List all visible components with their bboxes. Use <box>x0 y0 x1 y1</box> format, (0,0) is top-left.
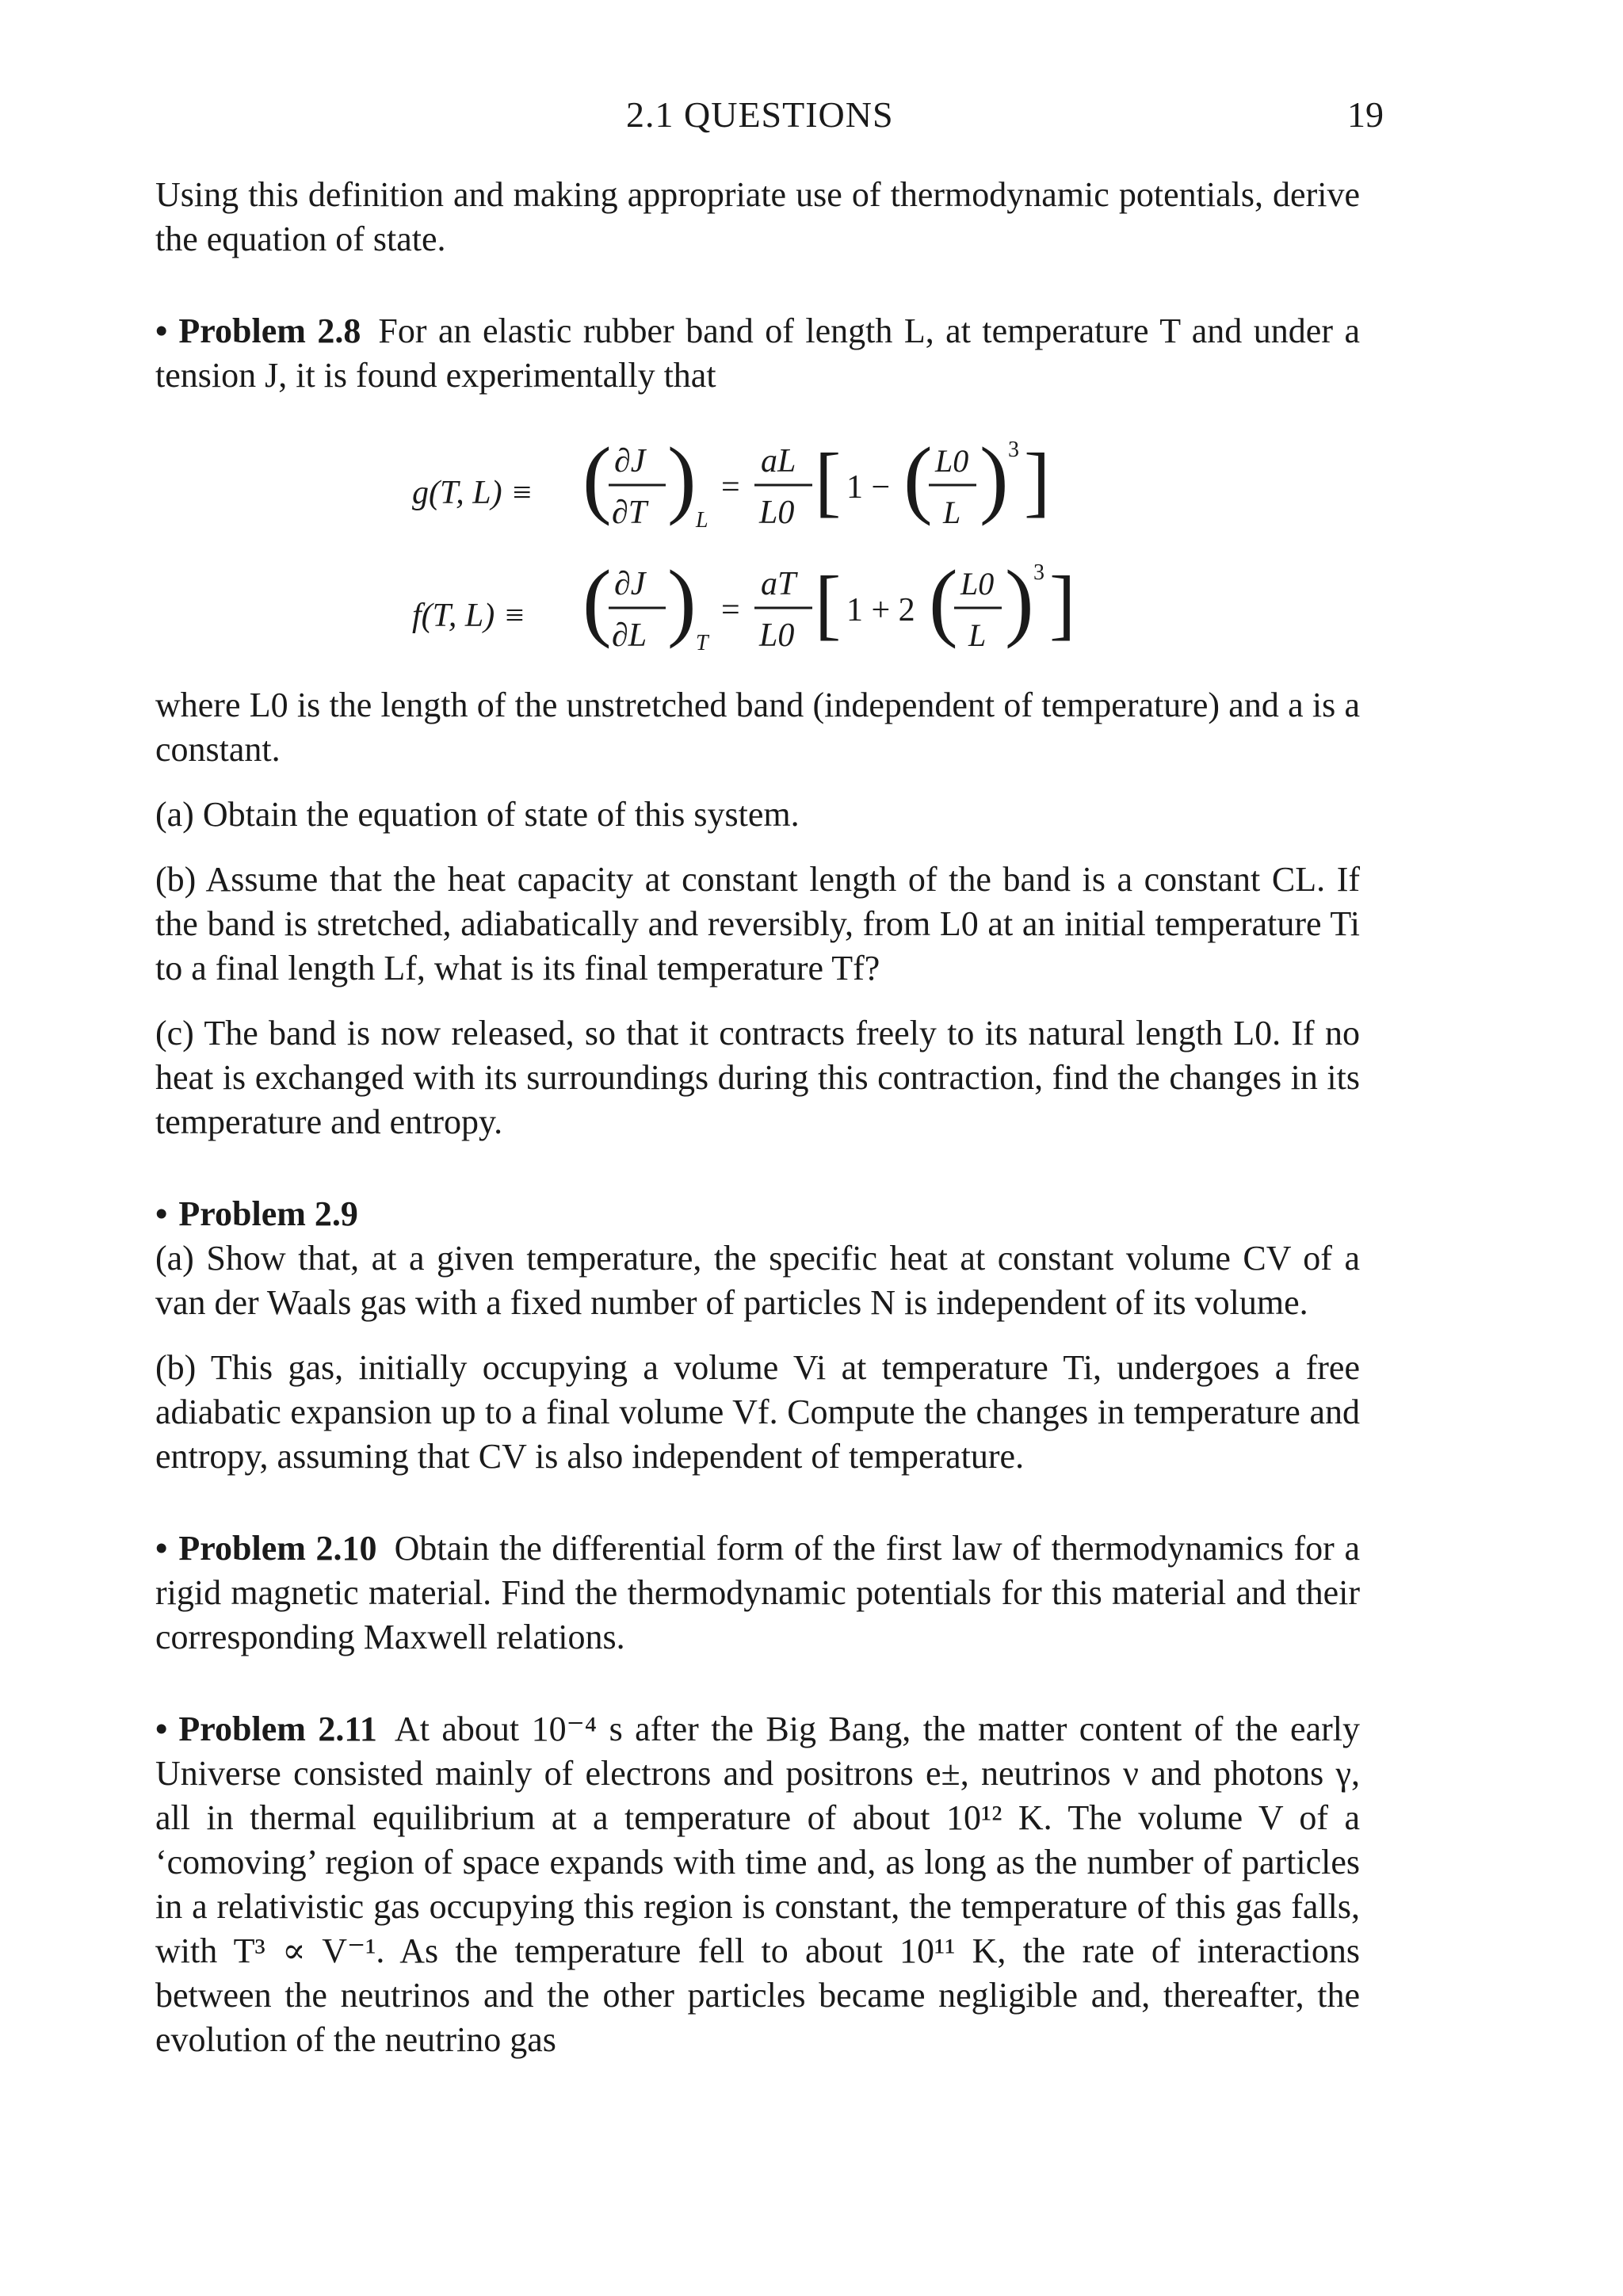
problem-2-8-after-eq: where L0 is the length of the unstretched band (independent of temperature) and a is a constant. <box>155 686 1360 769</box>
problem-2-9-label: Problem 2.9 <box>178 1194 358 1233</box>
eq-f-ratio-num: L0 <box>960 566 995 602</box>
section-title: 2.1 QUESTIONS <box>626 94 894 135</box>
eq-g-right-bracket: ] <box>1024 437 1051 525</box>
eq-g-ratio-left-paren: ( <box>903 430 933 526</box>
eq-f-left-bracket: [ <box>815 560 842 648</box>
bullet-icon: • <box>155 1194 168 1233</box>
problem-2-10-label: Problem 2.10 <box>178 1529 377 1568</box>
eq-g-ratio-right-paren: ) <box>980 430 1009 526</box>
eq-g-lhs: g(T, L) ≡ <box>412 475 533 511</box>
eq-g-equals: = <box>721 469 740 506</box>
eq-f-lhs: f(T, L) ≡ <box>412 598 526 634</box>
eq-g-ratio-num: L0 <box>935 443 969 479</box>
running-header <box>0 94 1623 141</box>
eq-g-den: ∂T <box>612 495 647 531</box>
bullet-icon: • <box>155 1710 168 1748</box>
eq-f-coef-num: aT <box>761 566 796 602</box>
problem-2-10 <box>155 1526 1360 1660</box>
eq-g-right-paren: ) <box>667 430 697 526</box>
eq-f-right-paren: ) <box>667 552 697 649</box>
equations-svg <box>412 428 1125 674</box>
eq-f-ratio-right-paren: ) <box>1005 552 1034 649</box>
page-number: 19 <box>1347 94 1384 135</box>
problem-2-11-label: Problem 2.11 <box>178 1710 377 1748</box>
problem-2-9-heading <box>155 1192 1360 1236</box>
eq-g-left-paren: ( <box>582 430 612 526</box>
bullet-icon: • <box>155 1529 168 1568</box>
problems-body <box>155 683 1360 2062</box>
eq-g-sub: L <box>696 508 708 533</box>
problem-2-8-lead <box>155 309 1360 398</box>
eq-f-ratio-den: L <box>968 617 987 653</box>
eq-g-coef-num: aL <box>761 443 796 479</box>
eq-f-power: 3 <box>1033 560 1044 585</box>
problem-2-11-text: At about 10⁻⁴ s after the Big Bang, the matter content of the early Universe consisted mainly of electrons and positrons e±, neutrinos ν and photons γ, all in thermal equilibrium at a temperature of about 10¹² K. The volume V of a ‘comoving’ region of space expands with time and, as long as the number of particles in a relativistic gas occupying this region is constant, the temperature of this gas falls, with T³ ∝ V⁻¹. As the temperature fell to about 10¹¹ K, the rate of interactions between the neutrinos and the other particles became negligible and, thereafter, the evolution of the neutrino gas <box>155 1710 1360 2059</box>
eq-f-ratio-left-paren: ( <box>929 552 958 649</box>
bullet-icon: • <box>155 311 168 350</box>
eq-g-coef-den: L0 <box>759 495 795 531</box>
eq-f-bracket-text: 1 + 2 <box>846 592 915 628</box>
problem-2-8-part-a: (a) Obtain the equation of state of this system. <box>155 795 800 834</box>
eq-g-ratio-den: L <box>943 495 961 530</box>
eq-g-left-bracket: [ <box>815 437 842 525</box>
problem-2-8-label: Problem 2.8 <box>178 311 361 350</box>
intro-block <box>155 173 1360 398</box>
problem-2-9-part-b: (b) This gas, initially occupying a volume Vi at temperature Ti, undergoes a free adiabatic expansion up to a final volume Vf. Compute the changes in temperature and entropy, assuming that CV is also independent of temperature. <box>155 1348 1360 1476</box>
problem-2-9-part-a: (a) Show that, at a given temperature, the specific heat at constant volume CV of a van der Waals gas with a fixed number of particles N is independent of its volume. <box>155 1239 1360 1322</box>
eq-g-power: 3 <box>1008 437 1019 462</box>
problem-2-8-lead-text: For an elastic rubber band of length L, at temperature T and under a tension J, it is found experimentally that <box>155 311 1360 395</box>
eq-f-coef-den: L0 <box>759 617 795 654</box>
problem-2-11 <box>155 1707 1360 2062</box>
eq-f-den: ∂L <box>612 617 647 654</box>
eq-f-num: ∂J <box>614 566 646 602</box>
eq-f-right-bracket: ] <box>1049 560 1076 648</box>
problem-2-8-part-c: (c) The band is now released, so that it contracts freely to its natural length L0. If no heat is exchanged with its surroundings during this contraction, find the changes in its temperature and entropy. <box>155 1014 1360 1141</box>
eq-f-sub: T <box>696 631 708 655</box>
equation-block <box>412 428 1125 674</box>
problem-2-8-part-b: (b) Assume that the heat capacity at constant length of the band is a constant CL. If the band is stretched, adiabatically and reversibly, from L0 at an initial temperature Ti to a final length Lf, what is its final temperature Tf? <box>155 860 1360 988</box>
intro-paragraph: Using this definition and making appropriate use of thermodynamic potentials, derive the equation of state. <box>155 175 1360 258</box>
eq-f-equals: = <box>721 592 740 628</box>
eq-g-bracket-text: 1 − <box>846 469 891 506</box>
eq-g-num: ∂J <box>614 443 646 479</box>
problem-2-10-text: Obtain the differential form of the first law of thermodynamics for a rigid magnetic material. Find the thermodynamic potentials for this material and their corresponding Maxwell relations. <box>155 1529 1360 1656</box>
eq-f-left-paren: ( <box>582 552 612 649</box>
